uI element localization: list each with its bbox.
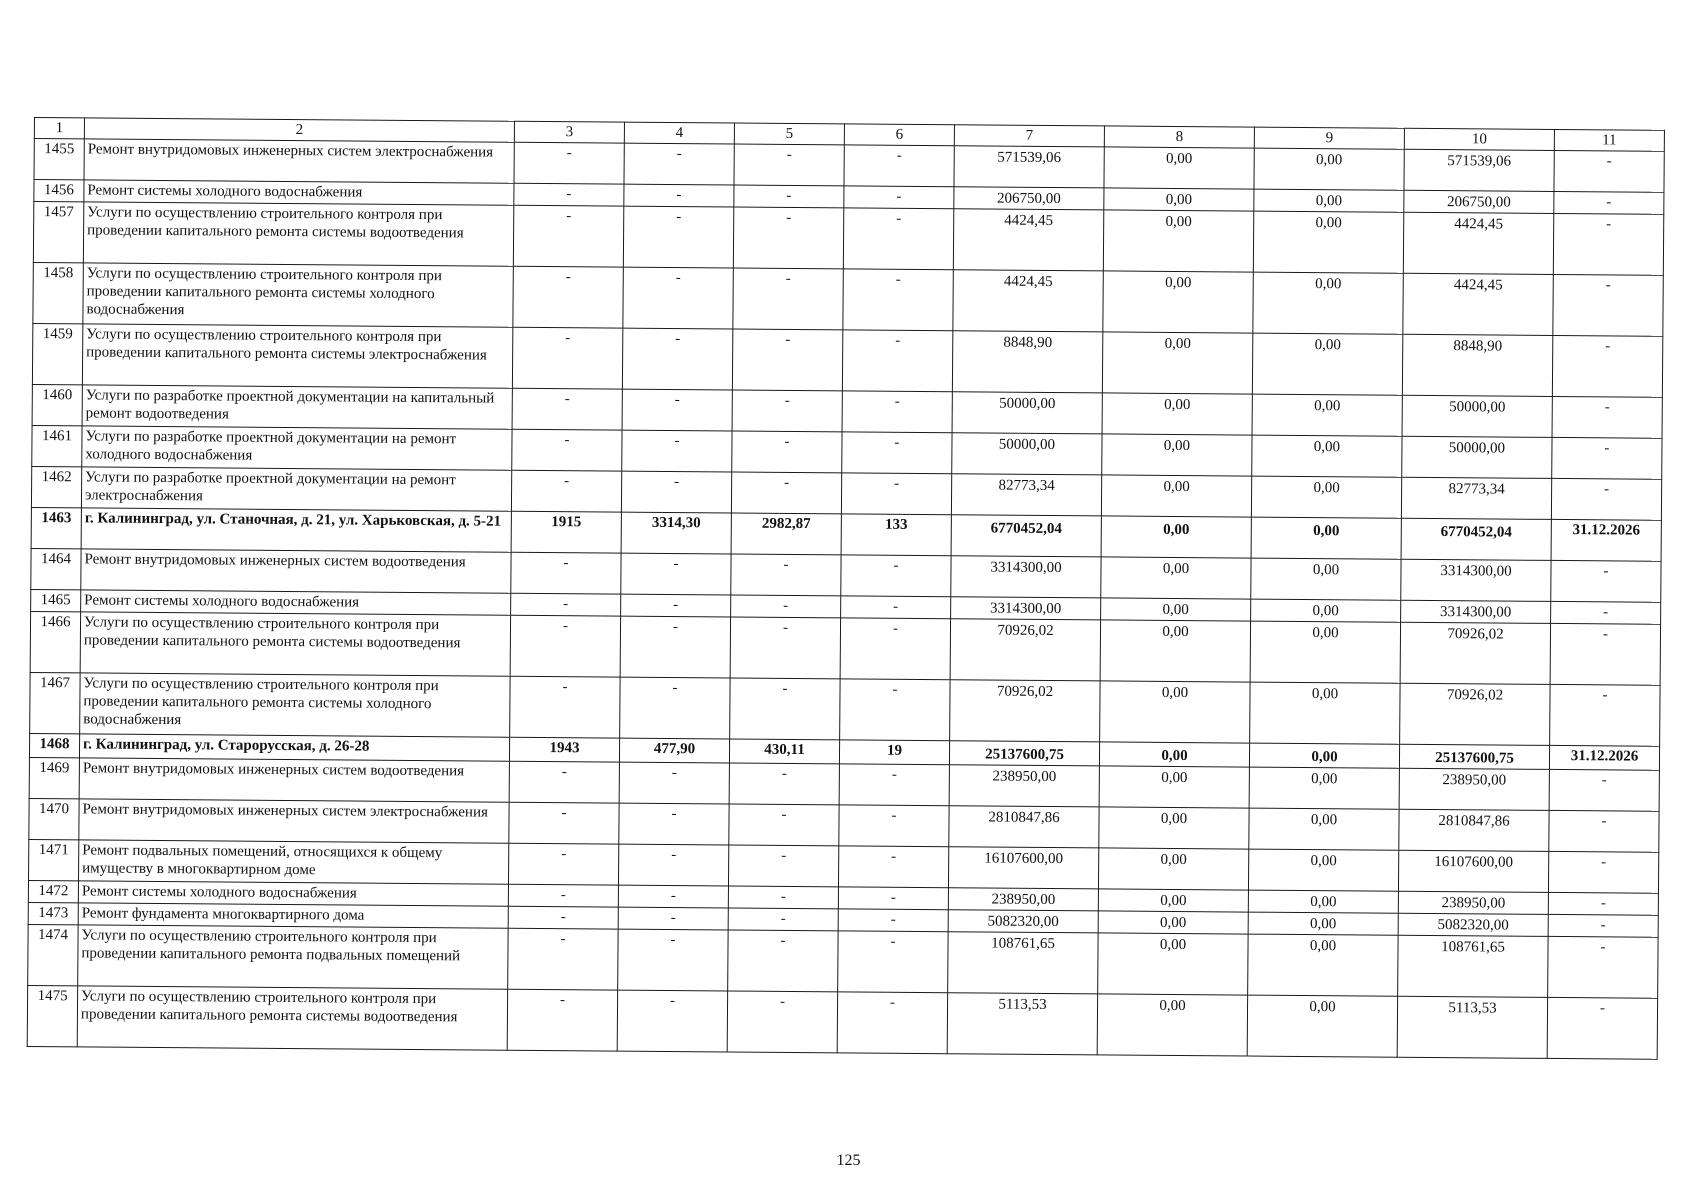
value-col-5: - [729, 763, 839, 805]
value-col-4: - [623, 206, 733, 268]
work-description: Услуги по осуществлению строительного контроля при проведении капитального ремонта подвальных помещений [78, 925, 508, 989]
row-number: 1456 [34, 180, 84, 202]
value-col-7: 50000,00 [952, 392, 1102, 434]
value-col-9: 0,00 [1248, 934, 1398, 996]
row-number: 1474 [28, 924, 78, 985]
value-col-4: - [622, 430, 732, 472]
value-col-9: 0,00 [1248, 890, 1398, 913]
value-col-9: 0,00 [1251, 476, 1401, 518]
column-header: 3 [514, 121, 624, 143]
row-number: 1458 [33, 262, 83, 323]
value-col-10: 108761,65 [1398, 935, 1548, 997]
value-col-6: - [840, 618, 950, 680]
value-col-9: 0,00 [1254, 189, 1404, 212]
value-col-5: - [733, 207, 843, 269]
value-col-8: 0,00 [1102, 332, 1252, 394]
value-col-4: 477,90 [619, 738, 729, 763]
value-col-9: 0,00 [1248, 912, 1398, 935]
value-col-3: 1915 [511, 511, 621, 553]
value-col-8: 0,00 [1101, 475, 1251, 517]
row-number: 1463 [31, 507, 81, 548]
value-col-4: - [618, 929, 728, 991]
value-col-3: - [512, 327, 622, 389]
value-col-3: - [513, 205, 623, 267]
row-number: 1469 [29, 757, 79, 798]
value-col-5: 2982,87 [731, 513, 841, 555]
value-col-10: 6770452,04 [1401, 518, 1551, 560]
value-col-4: - [619, 803, 729, 845]
deadline: - [1550, 623, 1660, 685]
value-col-6: - [838, 909, 948, 932]
value-col-8: 0,00 [1099, 766, 1249, 808]
value-col-7: 3314300,00 [951, 556, 1101, 598]
value-col-8: 0,00 [1100, 681, 1250, 743]
value-col-5: - [729, 804, 839, 846]
deadline: - [1551, 478, 1661, 520]
value-col-7: 2810847,86 [949, 806, 1099, 848]
value-col-8: 0,00 [1101, 598, 1251, 621]
value-col-5: - [731, 554, 841, 596]
value-col-10: 238950,00 [1399, 768, 1549, 810]
value-col-3: - [514, 183, 624, 206]
value-col-4: - [623, 267, 733, 329]
value-col-8: 0,00 [1098, 933, 1248, 995]
work-description: Ремонт системы холодного водоснабжения [81, 590, 511, 615]
row-number: 1462 [31, 466, 81, 507]
value-col-3: - [509, 761, 619, 803]
value-col-3: - [509, 802, 619, 844]
deadline: - [1552, 437, 1662, 479]
value-col-7: 8848,90 [952, 331, 1102, 393]
work-description: Услуги по разработке проектной документации на капитальный ремонт водоотведения [82, 385, 512, 429]
value-col-8: 0,00 [1098, 889, 1248, 912]
value-col-7: 3314300,00 [951, 597, 1101, 620]
work-description: Ремонт внутридомовых инженерных систем водоотведения [81, 549, 511, 593]
value-col-8: 0,00 [1104, 147, 1254, 189]
value-col-8: 0,00 [1098, 848, 1248, 890]
value-col-9: 0,00 [1251, 558, 1401, 600]
row-number: 1464 [31, 548, 81, 589]
value-col-10: 25137600,75 [1399, 744, 1549, 769]
deadline: - [1551, 560, 1661, 602]
work-description: Ремонт внутридомовых инженерных систем электроснабжения [79, 799, 509, 843]
row-number: 1455 [34, 139, 84, 180]
deadline: - [1551, 601, 1661, 624]
deadline: - [1548, 914, 1658, 937]
value-col-9: 0,00 [1249, 743, 1399, 768]
value-col-3: - [514, 142, 624, 184]
value-col-5: - [728, 908, 838, 931]
work-description: Ремонт системы холодного водоснабжения [78, 881, 508, 906]
work-description: Услуги по осуществлению строительного контроля при проведении капитального ремонта системы водоотведения [83, 202, 513, 266]
column-header: 8 [1104, 126, 1254, 148]
work-description: Ремонт внутридомовых инженерных систем водоотведения [79, 758, 509, 802]
value-col-10: 571539,06 [1404, 149, 1554, 191]
work-description: Услуги по разработке проектной документации на ремонт электроснабжения [81, 467, 511, 511]
value-col-4: - [622, 328, 732, 390]
value-col-5: - [728, 845, 838, 887]
value-col-4: - [620, 677, 730, 739]
row-number: 1475 [27, 985, 77, 1046]
work-description: г. Калининград, ул. Старорусская, д. 26-28 [79, 734, 509, 761]
deadline: - [1552, 335, 1662, 397]
column-header: 9 [1254, 127, 1404, 149]
value-col-10: 82773,34 [1401, 477, 1551, 519]
work-description: Ремонт внутридомовых инженерных систем электроснабжения [84, 139, 514, 183]
value-col-4: - [622, 389, 732, 431]
value-col-7: 82773,34 [951, 474, 1101, 516]
row-number: 1461 [32, 425, 82, 466]
value-col-10: 238950,00 [1398, 891, 1548, 914]
deadline: - [1548, 936, 1658, 998]
value-col-6: - [838, 846, 948, 888]
row-number: 1471 [29, 839, 79, 880]
value-col-7: 571539,06 [954, 146, 1104, 188]
value-col-6: - [843, 208, 953, 270]
value-col-6: - [838, 887, 948, 910]
column-header: 2 [84, 118, 514, 142]
value-col-6: - [838, 931, 948, 993]
value-col-4: - [624, 143, 734, 185]
value-col-3: - [510, 676, 620, 738]
row-number: 1457 [33, 202, 83, 263]
value-col-6: - [844, 145, 954, 187]
deadline: - [1547, 997, 1657, 1059]
value-col-10: 5082320,00 [1398, 913, 1548, 936]
value-col-7: 238950,00 [948, 888, 1098, 911]
value-col-9: 0,00 [1250, 621, 1400, 683]
value-col-4: - [618, 907, 728, 930]
work-description: Ремонт системы холодного водоснабжения [84, 180, 514, 205]
value-col-3: 1943 [509, 737, 619, 762]
value-col-7: 4424,45 [953, 270, 1103, 332]
work-description: Услуги по осуществлению строительного контроля при проведении капитального ремонта системы водоотведения [80, 612, 510, 676]
capital-repair-table [27, 117, 1665, 1060]
value-col-10: 206750,00 [1404, 190, 1554, 213]
column-header: 10 [1404, 128, 1554, 150]
work-description: Услуги по осуществлению строительного контроля при проведении капитального ремонта системы холодного водоснабжения [83, 263, 513, 327]
value-col-6: - [842, 432, 952, 474]
work-description: Услуги по осуществлению строительного контроля при проведении капитального ремонта системы водоотведения [77, 986, 507, 1050]
value-col-10: 5113,53 [1397, 996, 1547, 1058]
value-col-5: - [734, 144, 844, 186]
row-number: 1467 [30, 672, 80, 733]
value-col-4: - [619, 762, 729, 804]
value-col-8: 0,00 [1102, 393, 1252, 435]
work-description: Услуги по осуществлению строительного контроля при проведении капитального ремонта системы холодного водоснабжения [80, 673, 510, 737]
value-col-9: 0,00 [1249, 767, 1399, 809]
value-col-5: - [730, 678, 840, 740]
value-col-6: - [839, 764, 949, 806]
value-col-5: 430,11 [729, 739, 839, 764]
table-row [27, 985, 1657, 1059]
deadline: - [1554, 191, 1664, 214]
value-col-9: 0,00 [1254, 148, 1404, 190]
value-col-7: 206750,00 [954, 187, 1104, 210]
value-col-6: - [841, 473, 951, 515]
value-col-9: 0,00 [1249, 808, 1399, 850]
row-number: 1466 [30, 611, 80, 672]
column-header: 11 [1554, 129, 1664, 151]
deadline: - [1550, 684, 1660, 746]
value-col-9: 0,00 [1247, 995, 1397, 1057]
column-header: 6 [844, 124, 954, 146]
value-col-10: 50000,00 [1402, 436, 1552, 478]
value-col-9: 0,00 [1250, 682, 1400, 744]
value-col-6: 133 [841, 514, 951, 556]
value-col-6: - [841, 596, 951, 619]
value-col-6: - [837, 992, 947, 1054]
value-col-7: 70926,02 [950, 619, 1100, 681]
value-col-8: 0,00 [1099, 807, 1249, 849]
value-col-4: - [624, 184, 734, 207]
value-col-3: - [512, 429, 622, 471]
value-col-5: - [732, 431, 842, 473]
value-col-9: 0,00 [1253, 272, 1403, 334]
value-col-10: 50000,00 [1402, 395, 1552, 437]
value-col-3: - [508, 928, 618, 990]
value-col-8: 0,00 [1104, 188, 1254, 211]
value-col-8: 0,00 [1103, 271, 1253, 333]
value-col-3: - [508, 906, 618, 929]
value-col-4: - [618, 844, 728, 886]
value-col-5: - [734, 185, 844, 208]
value-col-6: - [840, 679, 950, 741]
value-col-7: 5113,53 [947, 993, 1097, 1055]
value-col-8: 0,00 [1102, 434, 1252, 476]
value-col-6: - [841, 555, 951, 597]
work-description: г. Калининград, ул. Станочная, д. 21, ул. Харьковская, д. 5-21 [81, 508, 511, 552]
work-description: Ремонт фундамента многоквартирного дома [78, 903, 508, 928]
deadline: - [1549, 810, 1659, 852]
page-number: 125 [836, 1152, 861, 1169]
value-col-3: - [508, 884, 618, 907]
value-col-10: 70926,02 [1400, 622, 1550, 684]
value-col-7: 238950,00 [949, 765, 1099, 807]
value-col-5: - [730, 617, 840, 679]
deadline: - [1548, 851, 1658, 893]
value-col-3: - [511, 470, 621, 512]
row-number: 1470 [29, 798, 79, 839]
value-col-4: - [621, 471, 731, 513]
value-col-10: 70926,02 [1400, 683, 1550, 745]
value-col-9: 0,00 [1251, 599, 1401, 622]
value-col-3: - [507, 989, 617, 1051]
value-col-8: 0,00 [1101, 557, 1251, 599]
value-col-6: 19 [839, 740, 949, 765]
value-col-8: 0,00 [1098, 911, 1248, 934]
value-col-4: - [617, 990, 727, 1052]
deadline: 31.12.2026 [1549, 745, 1659, 770]
value-col-3: - [511, 552, 621, 594]
value-col-7: 50000,00 [952, 433, 1102, 475]
value-col-6: - [842, 391, 952, 433]
value-col-8: 0,00 [1097, 994, 1247, 1056]
value-col-7: 108761,65 [948, 932, 1098, 994]
value-col-3: - [508, 843, 618, 885]
value-col-5: - [728, 886, 838, 909]
value-col-3: - [510, 615, 620, 677]
value-col-8: 0,00 [1099, 742, 1249, 767]
value-col-8: 0,00 [1101, 516, 1251, 558]
deadline: - [1548, 892, 1658, 915]
deadline: - [1553, 213, 1663, 275]
work-description: Услуги по осуществлению строительного контроля при проведении капитального ремонта системы электроснабжения [82, 324, 512, 388]
value-col-3: - [513, 266, 623, 328]
value-col-8: 0,00 [1100, 620, 1250, 682]
value-col-7: 25137600,75 [949, 741, 1099, 766]
value-col-4: - [621, 553, 731, 595]
value-col-9: 0,00 [1252, 394, 1402, 436]
value-col-5: - [731, 595, 841, 618]
value-col-5: - [733, 268, 843, 330]
deadline: - [1554, 150, 1664, 192]
value-col-9: 0,00 [1251, 517, 1401, 559]
value-col-5: - [732, 390, 842, 432]
deadline: 31.12.2026 [1551, 519, 1661, 561]
value-col-4: 3314,30 [621, 512, 731, 554]
row-number: 1465 [31, 589, 81, 611]
value-col-10: 2810847,86 [1399, 809, 1549, 851]
value-col-5: - [731, 472, 841, 514]
value-col-9: 0,00 [1252, 435, 1402, 477]
value-col-10: 4424,45 [1403, 212, 1553, 274]
value-col-7: 16107600,00 [948, 847, 1098, 889]
row-number: 1473 [28, 902, 78, 924]
value-col-8: 0,00 [1103, 210, 1253, 272]
row-number: 1460 [32, 384, 82, 425]
value-col-7: 70926,02 [950, 680, 1100, 742]
value-col-4: - [620, 616, 730, 678]
value-col-10: 16107600,00 [1398, 850, 1548, 892]
value-col-4: - [618, 885, 728, 908]
value-col-7: 5082320,00 [948, 910, 1098, 933]
row-number: 1468 [29, 733, 79, 757]
work-description: Услуги по разработке проектной документации на ремонт холодного водоснабжения [82, 426, 512, 470]
value-col-5: - [732, 329, 842, 391]
value-col-9: 0,00 [1248, 849, 1398, 891]
value-col-3: - [512, 388, 622, 430]
value-col-9: 0,00 [1253, 211, 1403, 273]
value-col-6: - [843, 269, 953, 331]
value-col-7: 4424,45 [953, 209, 1103, 271]
value-col-5: - [728, 930, 838, 992]
value-col-6: - [839, 805, 949, 847]
value-col-7: 6770452,04 [951, 515, 1101, 557]
value-col-10: 8848,90 [1402, 334, 1552, 396]
value-col-5: - [727, 991, 837, 1053]
work-description: Ремонт подвальных помещений, относящихся к общему имуществу в многоквартирном доме [79, 840, 509, 884]
value-col-10: 3314300,00 [1401, 600, 1551, 623]
row-number: 1472 [28, 880, 78, 902]
column-header: 1 [34, 118, 84, 139]
value-col-6: - [844, 186, 954, 209]
value-col-6: - [842, 330, 952, 392]
column-header: 5 [734, 123, 844, 145]
value-col-10: 3314300,00 [1401, 559, 1551, 601]
value-col-3: - [511, 593, 621, 616]
deadline: - [1553, 274, 1663, 336]
value-col-10: 4424,45 [1403, 273, 1553, 335]
value-col-4: - [621, 594, 731, 617]
value-col-9: 0,00 [1252, 333, 1402, 395]
row-number: 1459 [32, 323, 82, 384]
column-header: 4 [624, 122, 734, 144]
column-header: 7 [954, 125, 1104, 147]
deadline: - [1549, 769, 1659, 811]
deadline: - [1552, 396, 1662, 438]
